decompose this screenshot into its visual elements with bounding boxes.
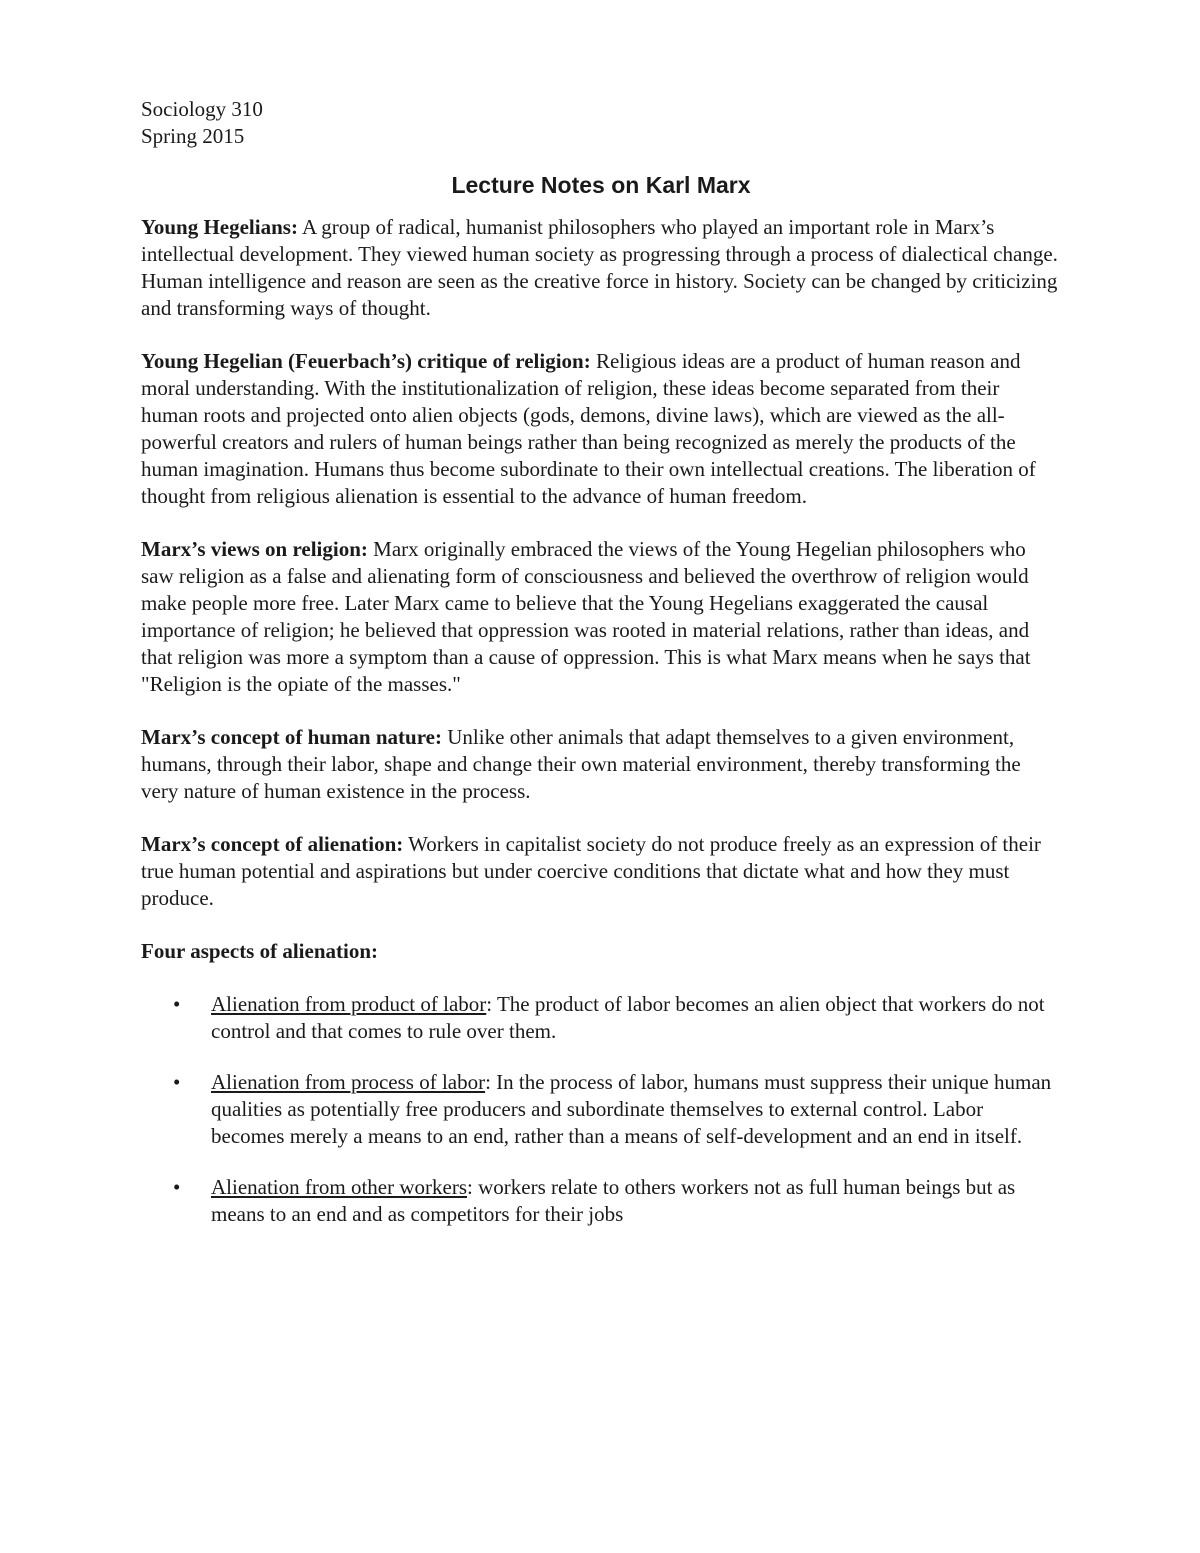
aspects-list bbox=[141, 991, 1061, 1228]
text-young-hegelians: A group of radical, humanist philosophers who played an important role in Marx’s intellectual development. They viewed human society as progressing through a process of dialectical change. Human intelligence and reason are seen as the creative force in history. Society can be changed by criticizing and transforming ways of thought. bbox=[141, 215, 1058, 320]
text-marx-religion: Marx originally embraced the views of the Young Hegelian philosophers who saw religion as a false and alienating form of consciousness and believed the overthrow of religion would make people more free. Later Marx came to believe that the Young Hegelians exaggerated the causal importance of religion; he believed that oppression was rooted in material relations, rather than ideas, and that religion was more a symptom than a cause of oppression. This is what Marx means when he says that "Religion is the opiate of the masses." bbox=[141, 537, 1031, 696]
term-young-hegelians: Young Hegelians: bbox=[141, 215, 298, 239]
text-human-nature: Unlike other animals that adapt themselves to a given environment, humans, through their labor, shape and change their own material environment, thereby transforming the very nature of human existence in the process. bbox=[141, 725, 1021, 803]
paragraph-human-nature bbox=[141, 724, 1061, 805]
paragraph-young-hegelians bbox=[141, 214, 1061, 322]
text-alienation: Workers in capitalist society do not produce freely as an expression of their true human potential and aspirations but under coercive conditions that dictate what and how they must produce. bbox=[141, 832, 1041, 910]
page-title: Lecture Notes on Karl Marx bbox=[451, 172, 751, 198]
list-item bbox=[141, 1174, 1061, 1228]
term-alienation: Marx’s concept of alienation: bbox=[141, 832, 404, 856]
term-critique-of-religion: Young Hegelian (Feuerbach’s) critique of religion: bbox=[141, 349, 591, 373]
paragraph-marx-religion bbox=[141, 536, 1061, 698]
aspect-name: Alienation from other workers bbox=[211, 1175, 468, 1199]
course-term: Spring 2015 bbox=[141, 124, 245, 148]
bullet-icon: • bbox=[173, 1175, 181, 1199]
paragraph-critique-of-religion bbox=[141, 348, 1061, 510]
list-item bbox=[141, 991, 1061, 1045]
course-name: Sociology 310 bbox=[141, 97, 263, 121]
aspect-text: : The product of labor becomes an alien object that workers do not control and that comes to rule over them. bbox=[211, 992, 1045, 1043]
paragraph-alienation bbox=[141, 831, 1061, 912]
aspects-heading: Four aspects of alienation: bbox=[141, 939, 379, 963]
aspect-text: : workers relate to others workers not as full human beings but as means to an end and as competitors for their jobs bbox=[211, 1175, 1016, 1226]
term-human-nature: Marx’s concept of human nature: bbox=[141, 725, 442, 749]
bullet-icon: • bbox=[173, 1070, 181, 1094]
aspect-text: : In the process of labor, humans must suppress their unique human qualities as potentially free producers and subordinate themselves to external control. Labor becomes merely a means to an end, rather than a means of self-development and an end in itself. bbox=[211, 1070, 1052, 1148]
text-critique-of-religion: Religious ideas are a product of human reason and moral understanding. With the institutionalization of religion, these ideas become separated from their human roots and projected onto alien objects (gods, demons, divine laws), which are viewed as the all-powerful creators and rulers of human beings rather than being recognized as merely the products of the human imagination. Humans thus become subordinate to their own intellectual creations. The liberation of thought from religious alienation is essential to the advance of human freedom. bbox=[141, 349, 1036, 508]
term-marx-religion: Marx’s views on religion: bbox=[141, 537, 368, 561]
aspect-name: Alienation from product of labor bbox=[211, 992, 487, 1016]
bullet-icon: • bbox=[173, 992, 181, 1016]
aspect-name: Alienation from process of labor bbox=[211, 1070, 486, 1094]
page-content bbox=[141, 96, 1061, 1252]
list-item bbox=[141, 1069, 1061, 1150]
